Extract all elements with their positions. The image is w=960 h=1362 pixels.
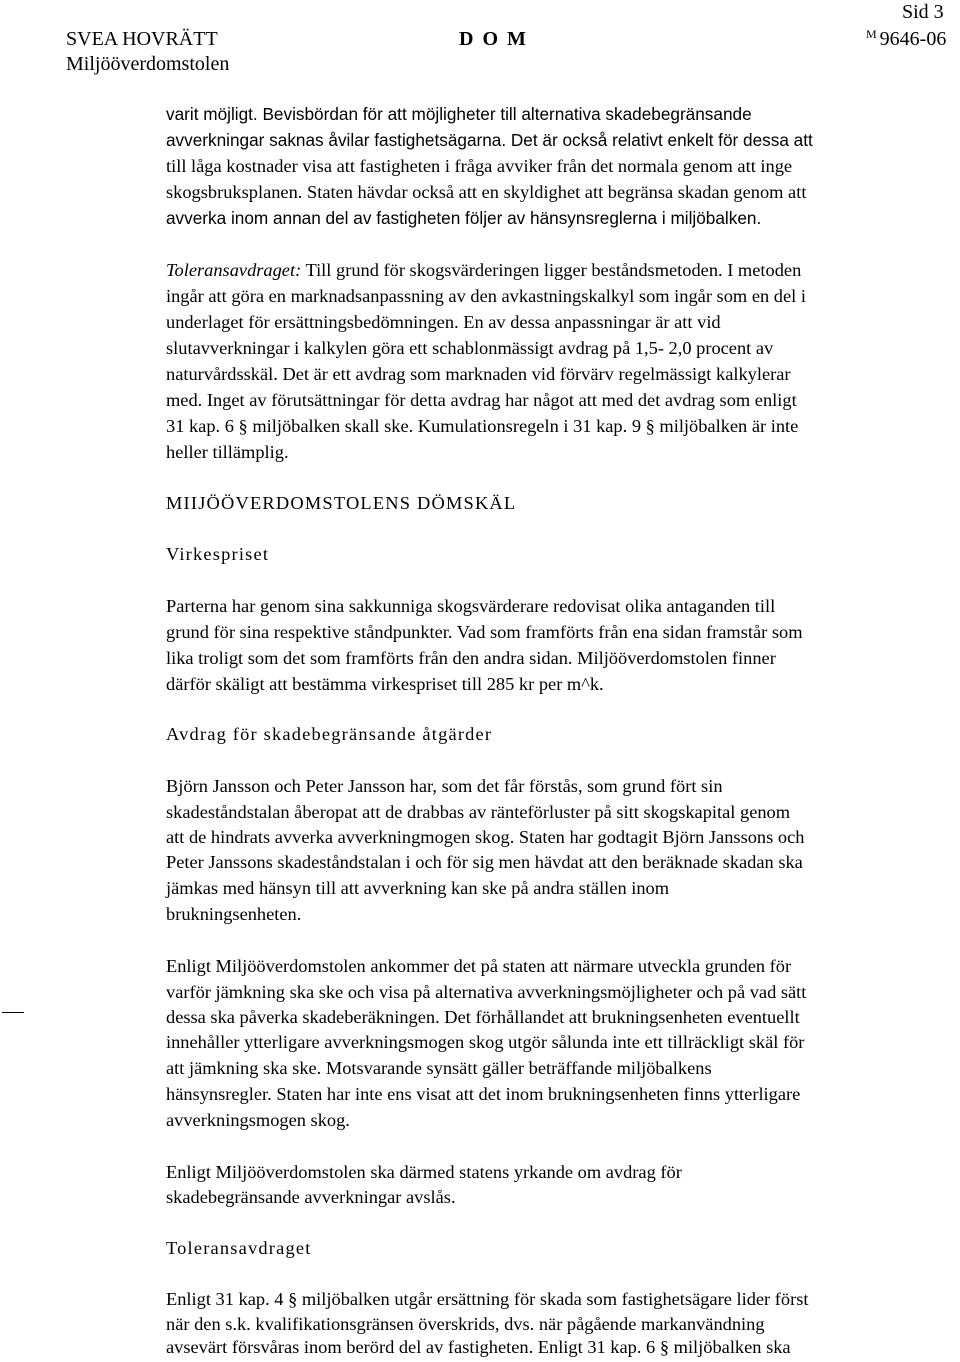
case-number	[866, 27, 946, 53]
document-type: D O M	[459, 28, 528, 50]
section-heading: MIIJÖÖVERDOMSTOLENS DÖMSKÄL	[166, 493, 517, 513]
text-line: att jämkning ska ske. Motsvarande synsätt gäller beträffande miljöbalkens	[166, 1058, 712, 1078]
subsection-heading: Toleransavdraget	[166, 1238, 312, 1258]
text-line: skogsbruksplanen. Staten hävdar också att en skyldighet att begränsa skadan genom att	[166, 182, 807, 202]
text-line: avsevärt försvåras inom berörd del av fastigheten. Enligt 31 kap. 6 § miljöbalken ska	[166, 1337, 791, 1357]
text-line: att de hindrats avverka avverkningmogen skog. Staten har godtagit Björn Janssons och	[166, 827, 805, 847]
text-line: med. Inget av förutsättningar för detta avdrag har något att med det avdrag som enligt	[166, 390, 797, 410]
subsection-heading: Virkespriset	[166, 544, 270, 564]
text-line: skadeståndstalan åberopat att de drabbas av ränteförluster på sitt skogskapital genom	[166, 802, 791, 822]
text-line: till låga kostnader visa att fastigheten i fråga avviker från det normala genom att inge	[166, 156, 793, 176]
text-line: grund för sina respektive ståndpunkter. Vad som framförts från ena sidan framstår som	[166, 622, 803, 642]
text-line: Peter Janssons skadeståndstalan i och för sig men hävdat att den beräknade skadan ska	[166, 852, 803, 872]
text-line: varit möjligt. Bevisbördan för att möjligheter till alternativa skadebegränsande	[166, 104, 752, 124]
text-line: Enligt Miljööverdomstolen ankommer det på staten att närmare utveckla grunden för	[166, 956, 792, 976]
text-line: Enligt Miljööverdomstolen ska därmed statens yrkande om avdrag för	[166, 1162, 682, 1182]
margin-mark	[2, 1012, 24, 1013]
page-number: Sid 3	[902, 1, 944, 23]
italic-lead: Toleransavdraget:	[166, 260, 302, 280]
text-line: varför jämkning ska ske och visa på alternativa avverkningsmöjligheter och på vad sätt	[166, 982, 807, 1002]
text-line	[166, 257, 801, 283]
text-line: därför skäligt att bestämma virkespriset till 285 kr per m^k.	[166, 674, 604, 694]
subsection-heading: Avdrag för skadebegränsande åtgärder	[166, 724, 493, 744]
text-line: Parterna har genom sina sakkunniga skogsvärderare redovisat olika antaganden till	[166, 596, 776, 616]
text-line: jämkas med hänsyn till att avverkning kan ske på andra ställen inom	[166, 878, 670, 898]
text-line: Björn Jansson och Peter Jansson har, som det får förstås, som grund fört sin	[166, 776, 723, 796]
text-line: innehåller ytterligare avverkningsmogen skog utgör sålunda inte ett tillräckligt skäl för	[166, 1032, 805, 1052]
text-line: brukningsenheten.	[166, 904, 302, 924]
text-line: när den s.k. kvalifikationsgränsen överskrids, dvs. när pågående markanvändning	[166, 1314, 765, 1334]
case-prefix: M	[866, 27, 877, 41]
text-line: avverka inom annan del av fastigheten följer av hänsynsreglerna i miljöbalken.	[166, 208, 762, 228]
court-department: Miljööverdomstolen	[66, 53, 230, 75]
text-line: skadebegränsande avverkningar avslås.	[166, 1187, 456, 1207]
text-line: slutavverkningar i kalkylen göra ett schablonmässigt avdrag på 1,5- 2,0 procent av	[166, 338, 774, 358]
court-name: SVEA HOVRÄTT	[66, 28, 218, 50]
case-number-value: 9646-06	[879, 28, 947, 50]
text-line: dessa ska påverka skadeberäkningen. Det förhållandet att brukningsenheten eventuellt	[166, 1007, 800, 1027]
text-line: 31 kap. 6 § miljöbalken skall ske. Kumulationsregeln i 31 kap. 9 § miljöbalken är inte	[166, 416, 799, 436]
text-line: avverkningar saknas åvilar fastighetsägarna. Det är också relativt enkelt för dessa att	[166, 130, 813, 150]
text-line: naturvårdsskäl. Det är ett avdrag som marknaden vid förvärv regelmässigt kalkylerar	[166, 364, 791, 384]
text-line: ingår att göra en marknadsanpassning av den avkastningskalkyl som ingår som en del i	[166, 286, 806, 306]
text-line: hänsynsregler. Staten har inte ens visat att det inom brukningsenheten finns ytterligare	[166, 1084, 801, 1104]
text-line: Enligt 31 kap. 4 § miljöbalken utgår ersättning för skada som fastighetsägare lider först	[166, 1289, 809, 1309]
text-line: lika troligt som det som framförts från den andra sidan. Miljööverdomstolen finner	[166, 648, 776, 668]
text-span: Till grund för skogsvärderingen ligger beståndsmetoden. I metoden	[301, 260, 802, 280]
text-line: heller tillämplig.	[166, 442, 289, 462]
text-line: avverkningsmogen skog.	[166, 1110, 350, 1130]
text-line: underlaget för ersättningsbedömningen. En av dessa anpassningar är att vid	[166, 312, 721, 332]
